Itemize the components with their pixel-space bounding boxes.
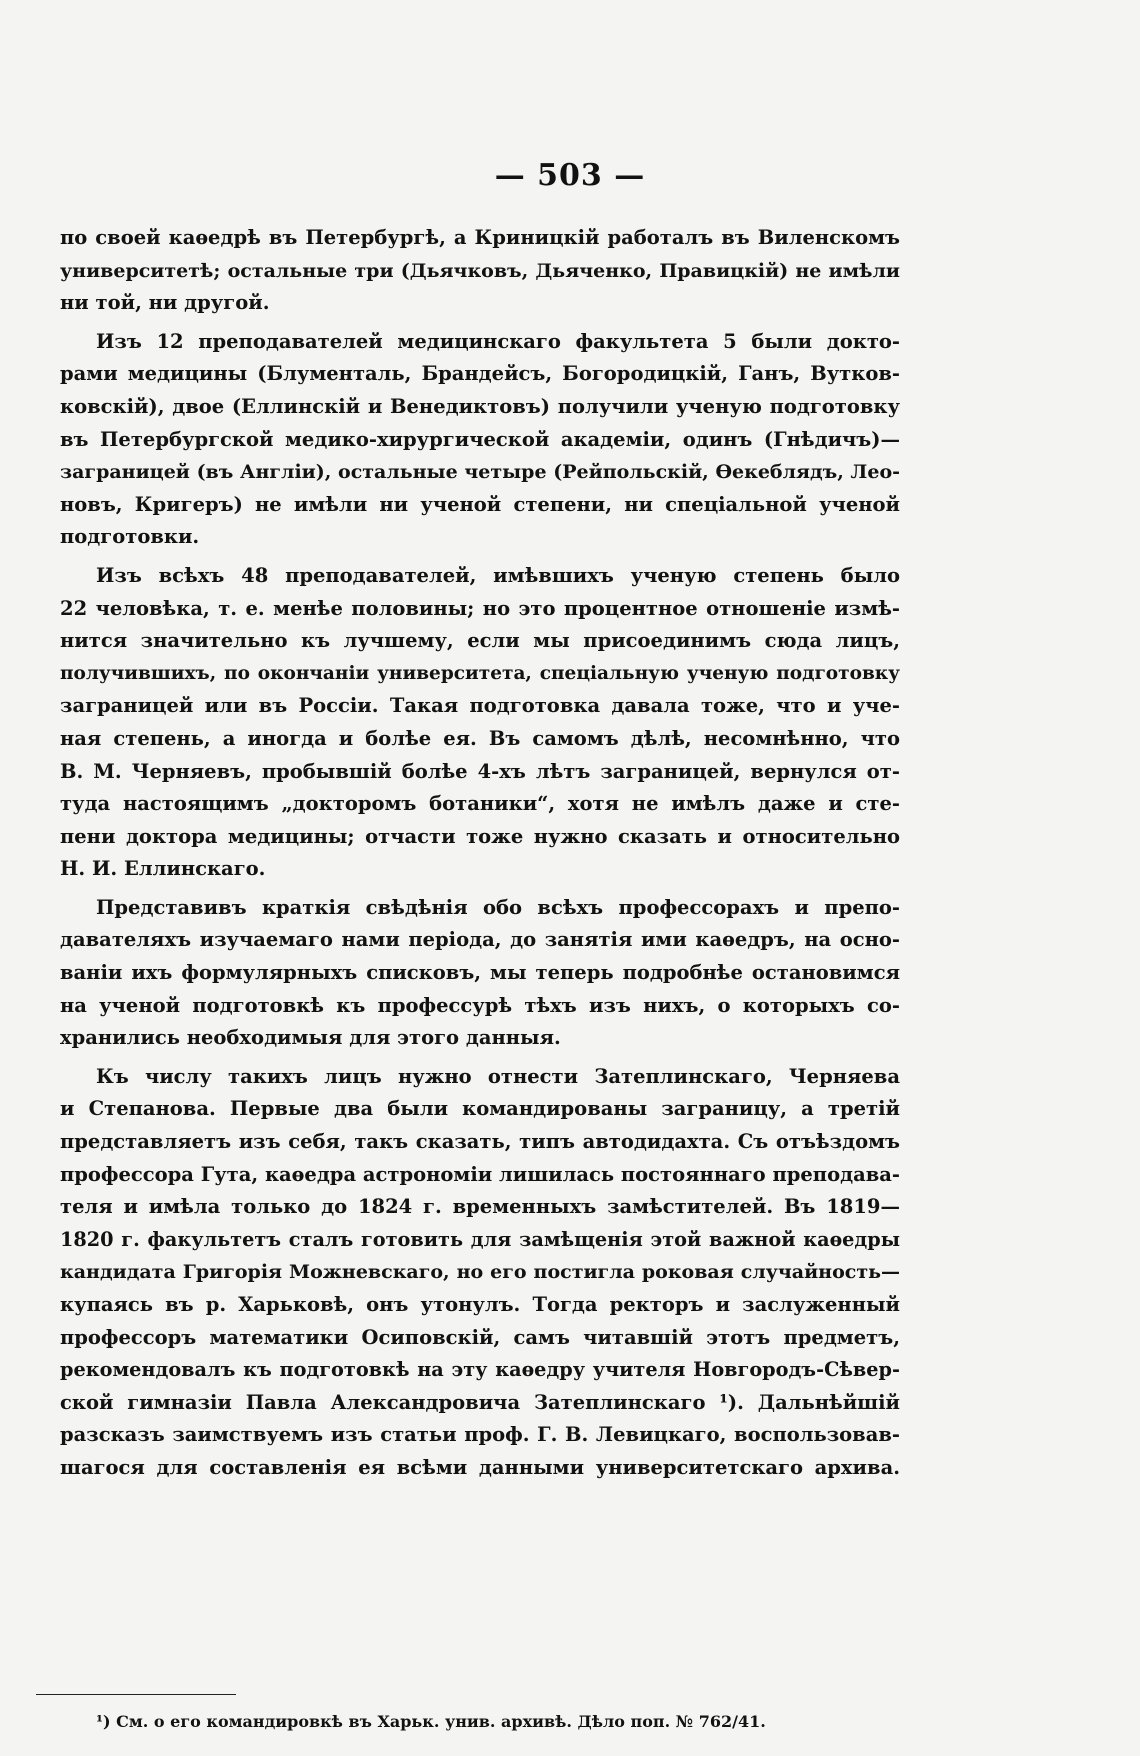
text-line: нится значительно къ лучшему, если мы присоединимъ сюда лицъ, (60, 629, 900, 653)
text-line: получившихъ, по окончаніи университета, спеціальную ученую подготовку (60, 662, 900, 684)
text-line: пени доктора медицины; отчасти тоже нужно сказать и относительно (60, 824, 900, 848)
text-line: В. М. Черняевъ, пробывшій болѣе 4-хъ лѣтъ заграницей, вернулся от- (60, 759, 900, 783)
text-line: ная степень, а иногда и болѣе ея. Въ самомъ дѣлѣ, несомнѣнно, что (60, 726, 900, 750)
text-line: и Степанова. Первые два были командированы заграницу, а третій (60, 1097, 900, 1121)
text-line: 1820 г. факультетъ сталъ готовить для замѣщенія этой важной каѳедры (60, 1227, 900, 1251)
text-line: хранились необходимыя для этого данныя. (60, 1026, 561, 1050)
body-text (60, 222, 900, 1485)
text-line: рекомендовалъ къ подготовкѣ на эту каѳедру учителя Новгородъ-Сѣвер- (60, 1358, 900, 1382)
paragraph-0 (60, 222, 900, 320)
text-line: представляетъ изъ себя, такъ сказать, типъ автодидахта. Съ отъѣздомъ (60, 1130, 900, 1154)
paragraph-3 (60, 892, 900, 1055)
text-line: подготовки. (60, 525, 200, 549)
text-line: шагося для составленія ея всѣми данными университетскаго архива. (60, 1455, 900, 1479)
text-line: новъ, Кригеръ) не имѣли ни ученой степени, ни спеціальной ученой (60, 492, 900, 516)
text-line: рами медицины (Блументаль, Брандейсъ, Богородицкій, Ганъ, Вутков- (60, 362, 900, 386)
paragraph-4 (60, 1061, 900, 1485)
text-line: заграницей (въ Англіи), остальные четыре (Рейпольскій, Ѳекеблядъ, Лео- (60, 461, 900, 484)
text-line: Н. И. Еллинскаго. (60, 857, 266, 881)
text-line: университетѣ; остальные три (Дьячковъ, Дьяченко, Правицкій) не имѣли (60, 259, 900, 282)
text-line: Изъ всѣхъ 48 преподавателей, имѣвшихъ ученую степень было (96, 563, 900, 587)
text-line: Изъ 12 преподавателей медицинскаго факультета 5 были докто- (96, 329, 900, 353)
footnote: ¹) См. о его командировкѣ въ Харьк. унив. архивѣ. Дѣло поп. № 762/41. (96, 1712, 766, 1731)
text-line: профессора Гута, каѳедра астрономіи лишилась постояннаго преподава- (60, 1162, 900, 1186)
text-line: купаясь въ р. Харьковѣ, онъ утонулъ. Тогда ректоръ и заслуженный (60, 1293, 900, 1316)
text-line: заграницей или въ Россіи. Такая подготовка давала тоже, что и уче- (60, 694, 900, 718)
text-line: на ученой подготовкѣ къ профессурѣ тѣхъ изъ нихъ, о которыхъ со- (60, 993, 900, 1017)
text-line: 22 человѣка, т. е. менѣе половины; но это процентное отношеніе измѣ- (60, 596, 900, 620)
text-line: ской гимназіи Павла Александровича Затеплинскаго ¹). Дальнѣйшій (60, 1390, 900, 1414)
paragraph-1 (60, 326, 900, 554)
text-line: кандидата Григорія Можневскаго, но его постигла роковая случайность— (60, 1261, 900, 1284)
paragraph-2 (60, 560, 900, 886)
text-line: ваніи ихъ формулярныхъ списковъ, мы теперь подробнѣе остановимся (60, 961, 900, 985)
text-line: разсказъ заимствуемъ изъ статьи проф. Г. В. Левицкаго, воспользовав- (60, 1423, 900, 1447)
page-number: — 503 — (494, 158, 646, 193)
text-line: въ Петербургской медико-хирургической академіи, одинъ (Гнѣдичъ)— (60, 427, 900, 451)
text-line: по своей каѳедрѣ въ Петербургѣ, а Криницкій работалъ въ Виленскомъ (60, 226, 900, 249)
text-line: Представивъ краткія свѣдѣнія обо всѣхъ профессорахъ и препо- (96, 895, 900, 919)
text-line: давателяхъ изучаемаго нами періода, до занятія ими каѳедръ, на осно- (60, 928, 900, 952)
text-line: ни той, ни другой. (60, 291, 270, 315)
text-line: Къ числу такихъ лицъ нужно отнести Затеплинскаго, Черняева (96, 1064, 900, 1088)
text-line: ковскій), двое (Еллинскій и Венедиктовъ) получили ученую подготовку (60, 394, 900, 418)
text-line: теля и имѣла только до 1824 г. временныхъ замѣстителей. Въ 1819— (60, 1195, 900, 1219)
text-line: профессоръ математики Осиповскій, самъ читавшій этотъ предметъ, (60, 1325, 900, 1349)
footnote-divider (36, 1694, 236, 1695)
text-line: туда настоящимъ „докторомъ ботаники“, хотя не имѣлъ даже и сте- (60, 792, 900, 816)
